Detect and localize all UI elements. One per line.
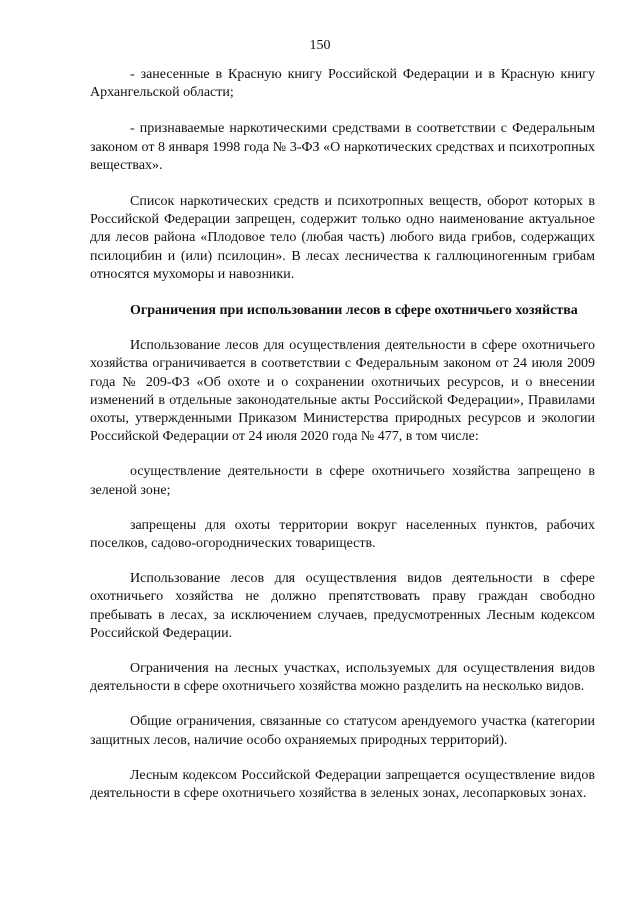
paragraph-citizens-right: Использование лесов для осуществления видов деятельности в сфере охотничьего хозяйства не должно препятствовать праву граждан свободно пребывать в лесах, за исключением случаев, предусмотренных Лесным кодексом Российской Федерации. xyxy=(90,571,595,641)
paragraph-general-restrictions: Общие ограничения, связанные со статусом арендуемого участка (категории защитных лесов, наличие особо охраняемых природных территорий). xyxy=(90,714,595,748)
paragraph-red-book: - занесенные в Красную книгу Российской Федерации и в Красную книгу Архангельской области; xyxy=(90,67,595,101)
paragraph-hunting-restrictions: Использование лесов для осуществления деятельности в сфере охотничьего хозяйства ограничивается в соответствии с Федеральным законом от 24 июля 2009 года № 209-ФЗ «Об охоте и о сохранении охотничьих ресурсов, и о внесении изменений в отдельные законодательные акты Российской Федерации», Правилами охоты, утвержденными Приказом Министерства природных ресурсов и экологии Российской Федерации от 24 июля 2020 года № 477, в том числе: xyxy=(90,338,595,445)
paragraph-green-zone: осуществление деятельности в сфере охотничьего хозяйства запрещено в зеленой зоне; xyxy=(90,464,595,498)
paragraph-restriction-types: Ограничения на лесных участках, используемых для осуществления видов деятельности в сфере охотничьего хозяйства можно разделить на несколько видов. xyxy=(90,661,595,695)
paragraph-narcotic-list: Список наркотических средств и психотропных веществ, оборот которых в Российской Федерации запрещен, содержит только одно наименование актуальное для лесов района «Плодовое тело (любая часть) любого вида грибов, содержащих псилоцибин и (или) псилоцин». В лесах лесничества к галлюциногенным грибам относятся мухоморы и навозники. xyxy=(90,194,595,282)
paragraph-forest-code: Лесным кодексом Российской Федерации запрещается осуществление видов деятельности в сфере охотничьего хозяйства в зеленых зонах, лесопарковых зонах. xyxy=(90,767,595,802)
paragraph-settlements: запрещены для охоты территории вокруг населенных пунктов, рабочих поселков, садово-огороднических товариществ. xyxy=(90,517,595,552)
page-content xyxy=(90,66,595,820)
section-heading: Ограничения при использовании лесов в сфере охотничьего хозяйства xyxy=(130,303,578,319)
page-number: 150 xyxy=(309,38,331,53)
paragraph-narcotic-law: - признаваемые наркотическими средствами в соответствии с Федеральным законом от 8 января 1998 года № 3-ФЗ «О наркотических средствах и психотропных веществах». xyxy=(90,121,595,173)
